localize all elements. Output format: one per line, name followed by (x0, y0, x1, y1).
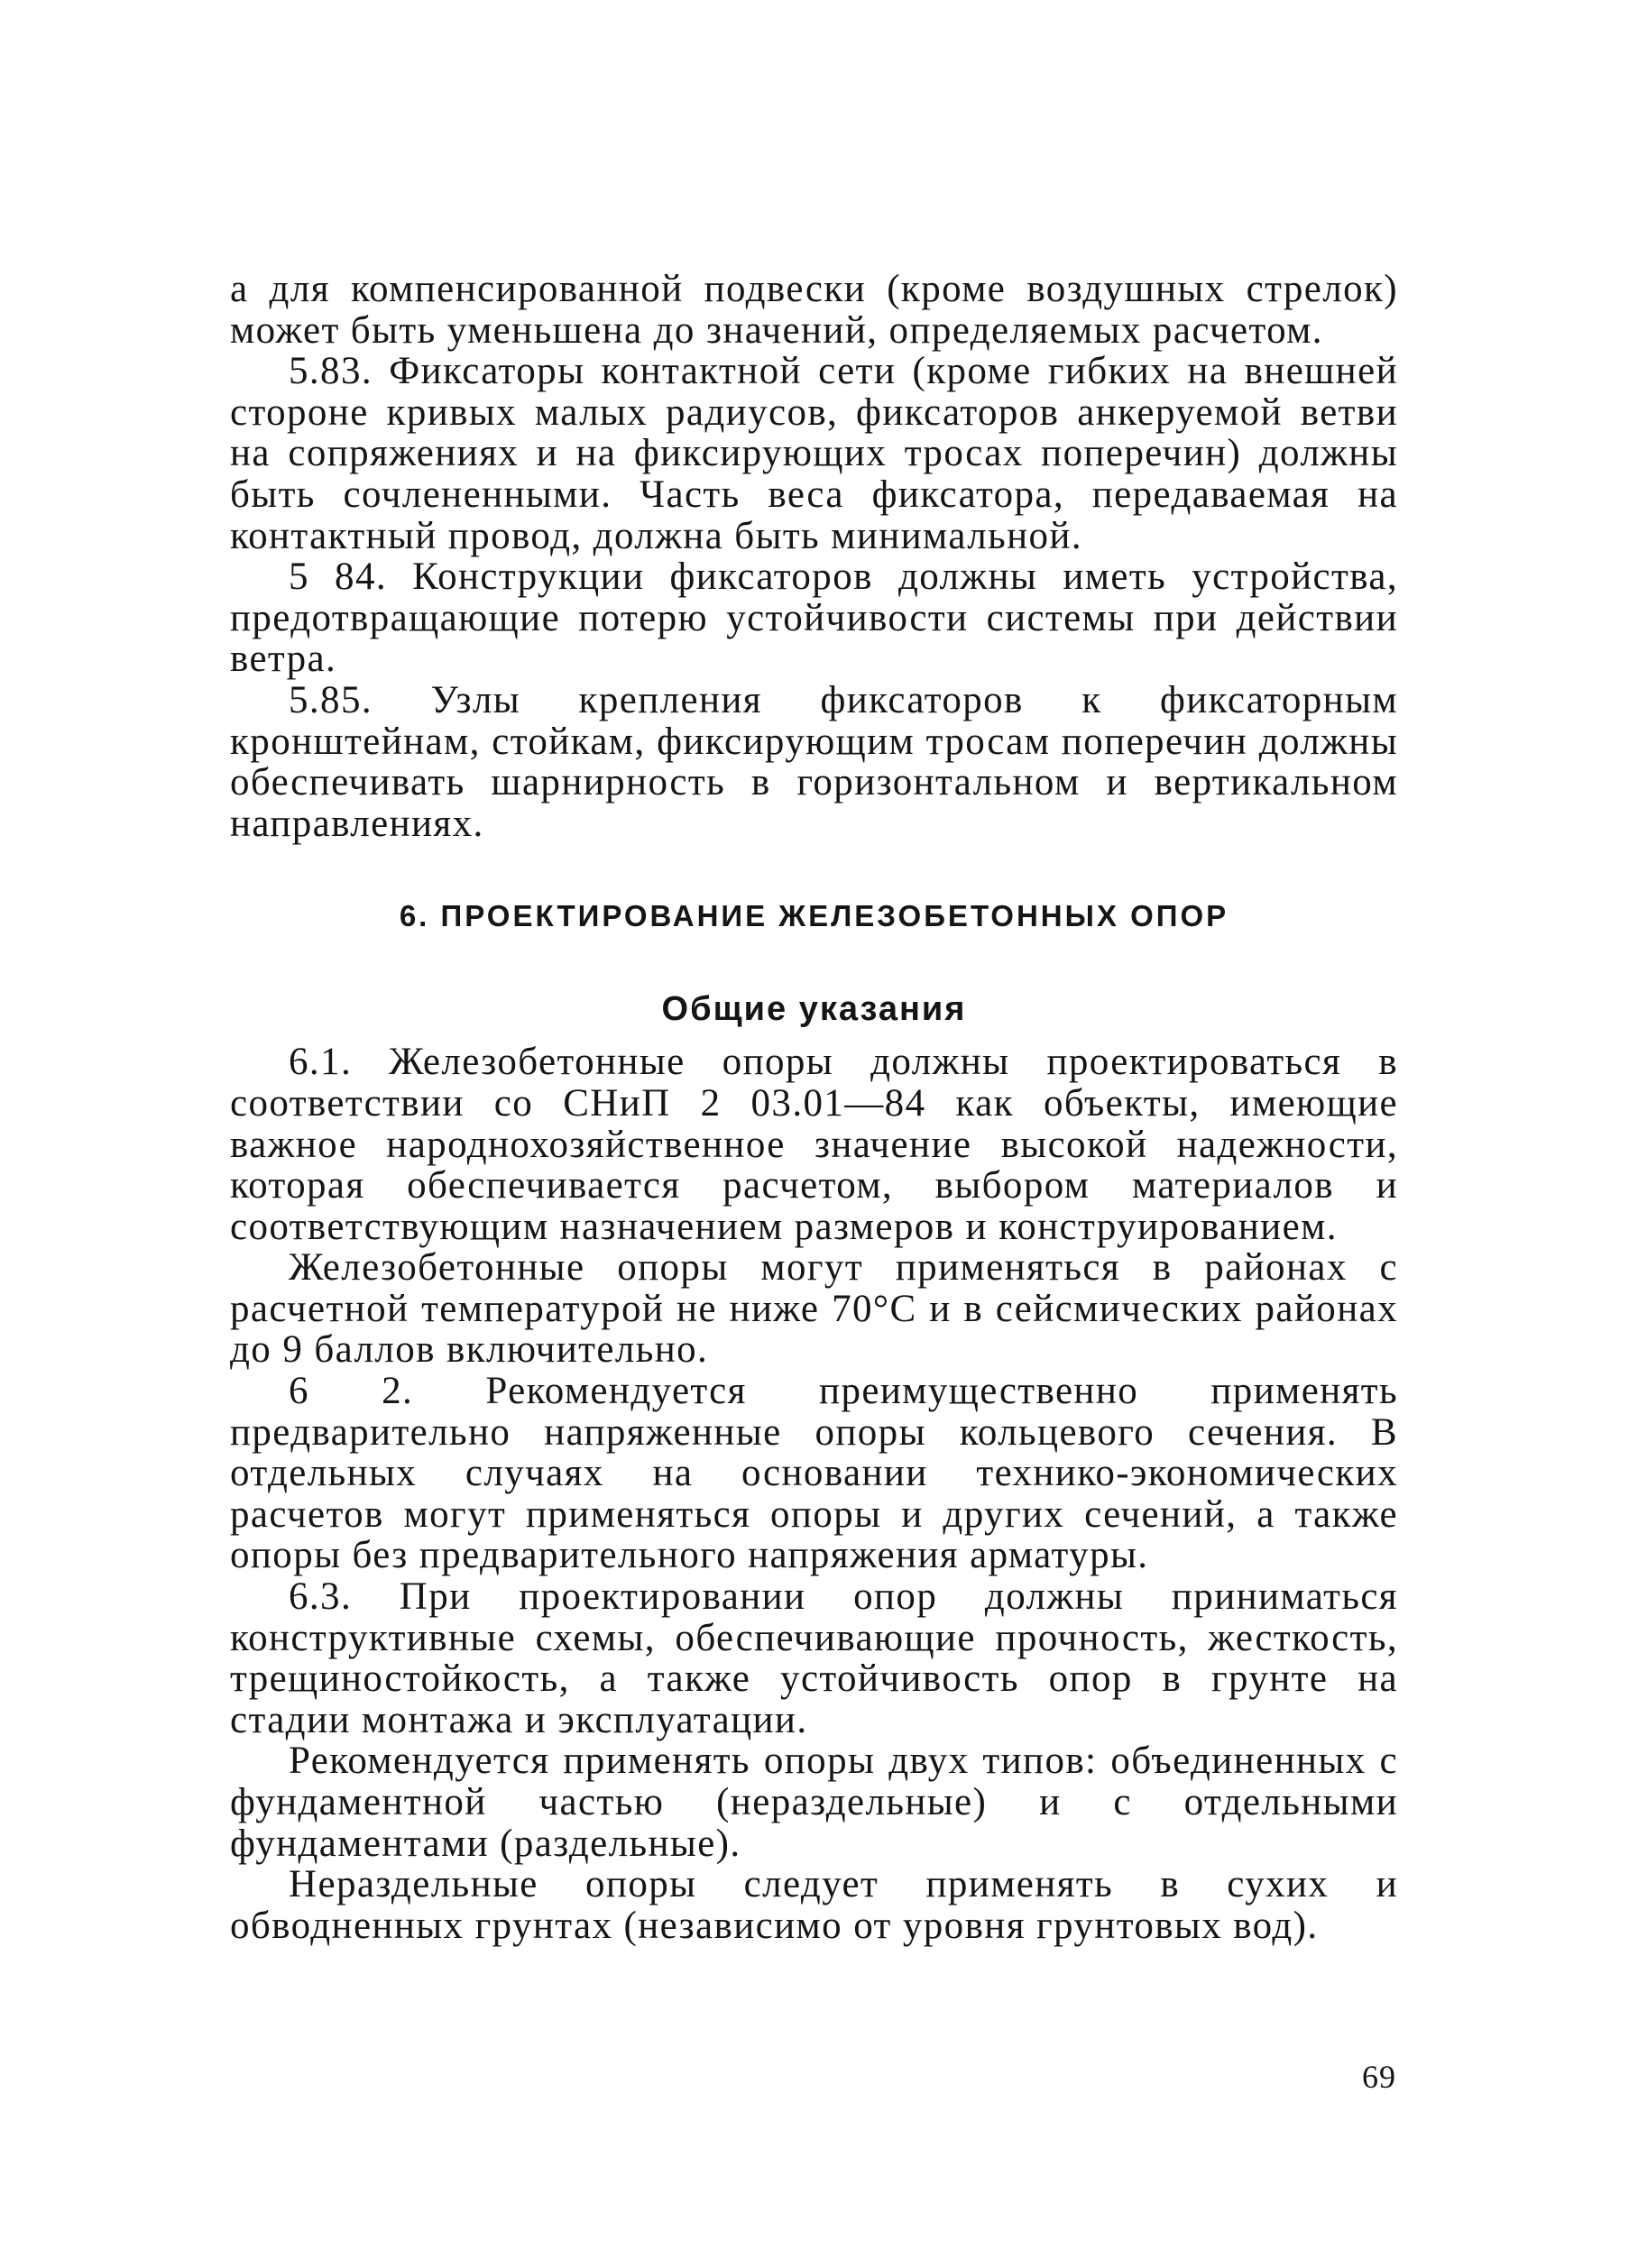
subsection-heading: Общие указания (661, 990, 967, 1029)
page-number: 69 (1362, 2059, 1396, 2095)
paragraph-6-3-nonseparate: Нераздельные опоры следует применять в сухих и обводненных грунтах (независимо от уровня грунтовых вод). (230, 1863, 1398, 1947)
paragraph-6-3: 6.3. При проектировании опор должны приниматься конструктивные схемы, обеспечивающие прочность, жесткость, трещиностойкость, а также устойчивость опор в грунте на стадии монтажа и эксплуатации. (230, 1575, 1398, 1741)
paragraph-6-1-continued: Железобетонные опоры могут применяться в районах с расчетной температурой не ниже 70°С и в сейсмических районах до 9 баллов включительно. (230, 1246, 1398, 1372)
paragraph-5-83: 5.83. Фиксаторы контактной сети (кроме гибких на внешней стороне кривых малых радиусов, фиксаторов анкеруемой ветви на сопряжениях и на фиксирующих тросах поперечин) должны быть сочлененными. Часть веса фиксатора, передаваемая на контактный провод, должна быть минимальной. (230, 350, 1398, 557)
section-heading: 6. ПРОЕКТИРОВАНИЕ ЖЕЛЕЗОБЕТОННЫХ ОПОР (399, 899, 1229, 933)
paragraph-continuation: а для компенсированной подвески (кроме воздушных стрелок) может быть уменьшена до значений, определяемых расчетом. (230, 268, 1398, 352)
paragraph-6-1: 6.1. Железобетонные опоры должны проектироваться в соответствии со СНиП 2 03.01—84 как объекты, имеющие важное народнохозяйственное значение высокой надежности, которая обеспечивается расчетом, выбором материалов и соответствующим назначением размеров и конструированием. (230, 1041, 1398, 1248)
paragraph-6-2: 6 2. Рекомендуется преимущественно применять предварительно напряженные опоры кольцевого сечения. В отдельных случаях на основании технико-экономических расчетов могут применяться опоры и других сечений, а также опоры без предварительного напряжения арматуры. (230, 1370, 1398, 1577)
paragraph-5-84: 5 84. Конструкции фиксаторов должны иметь устройства, предотвращающие потерю устойчивости системы при действии ветра. (230, 556, 1398, 681)
document-page (230, 269, 1398, 1946)
paragraph-5-85: 5.85. Узлы крепления фиксаторов к фиксаторным кронштейнам, стойкам, фиксирующим тросам поперечин должны обеспечивать шарнирность в горизонтальном и вертикальном направлениях. (230, 678, 1398, 845)
paragraph-6-3-types: Рекомендуется применять опоры двух типов: объединенных с фундаментной частью (нераздельные) и с отдельными фундаментами (раздельные). (230, 1740, 1398, 1865)
